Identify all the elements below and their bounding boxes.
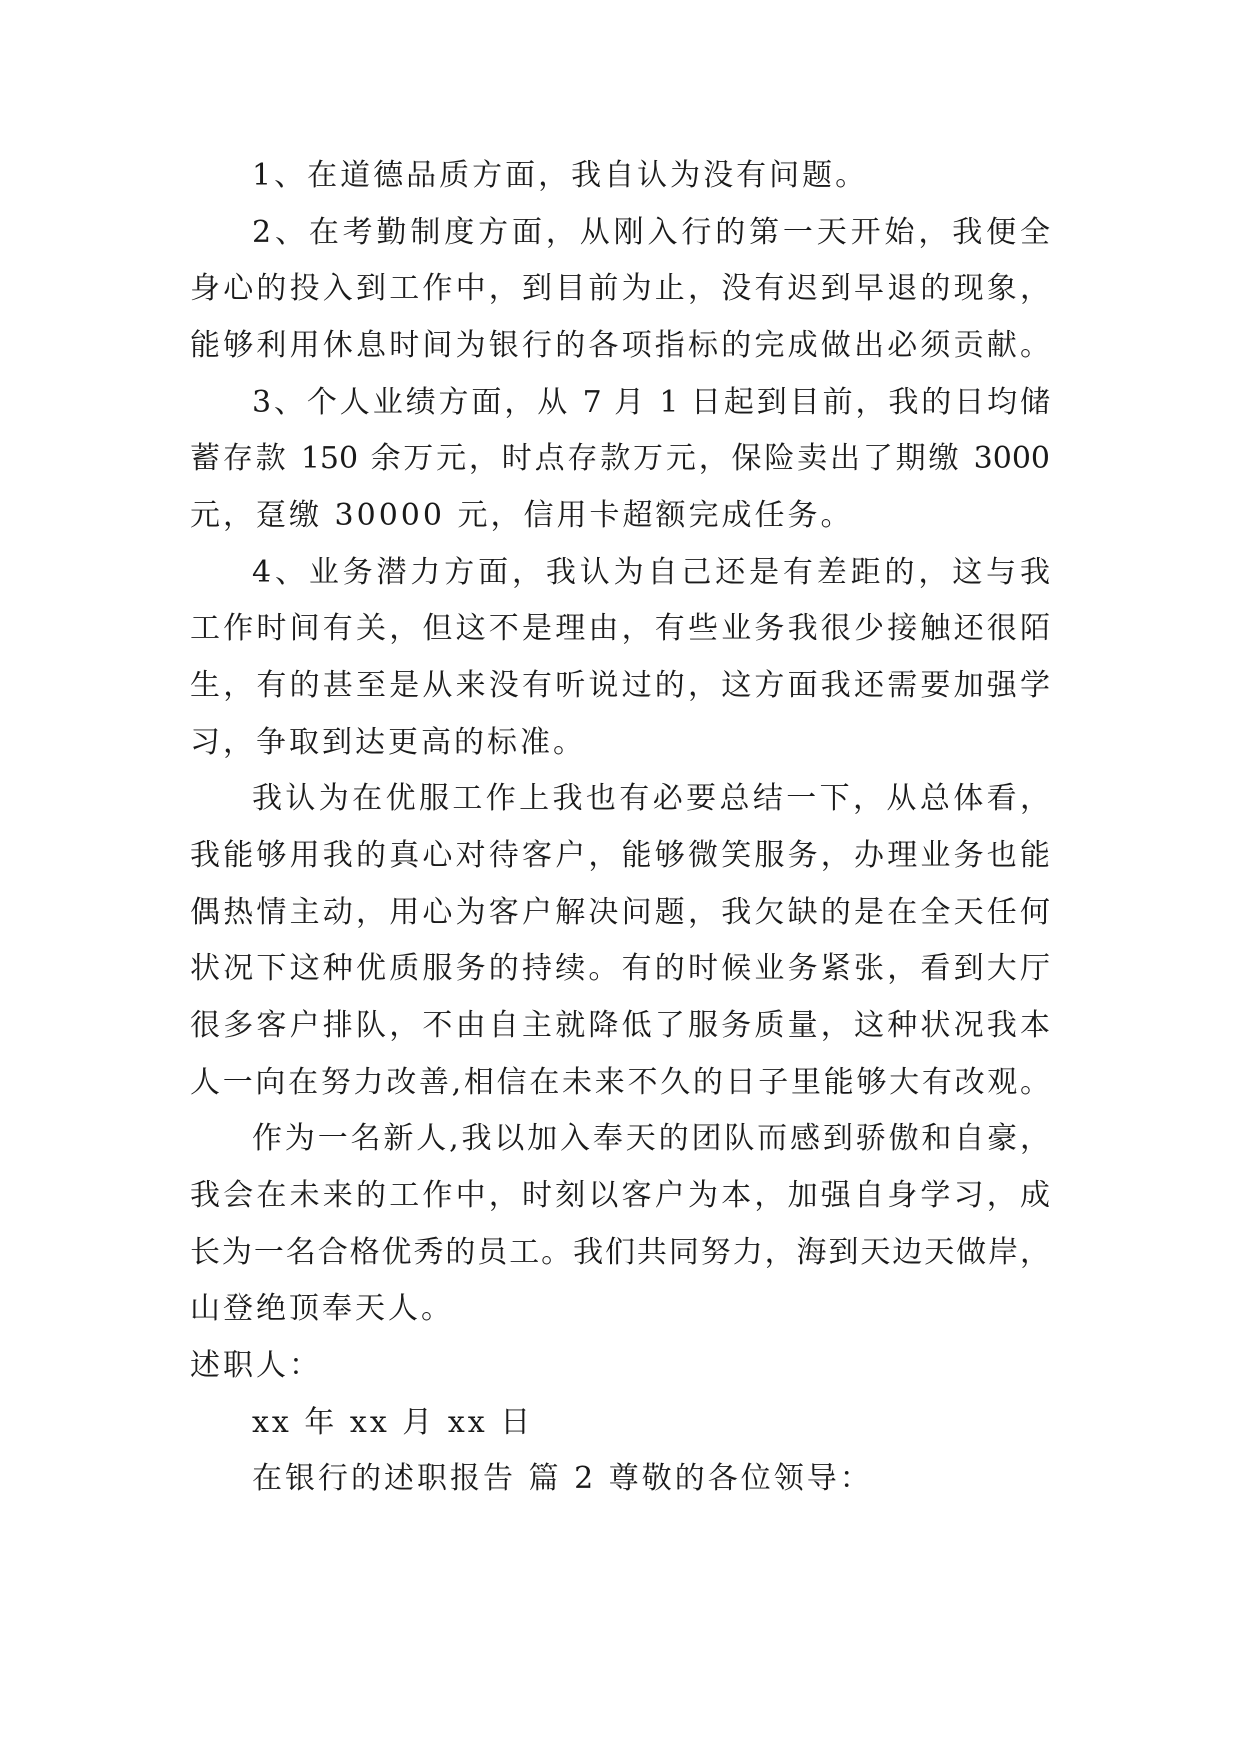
paragraph-5-line-6: 人一向在努力改善,相信在未来不久的日子里能够大有改观。 — [190, 1065, 1050, 1100]
paragraph-1-line-1: 1、在道德品质方面，我自认为没有问题。 — [252, 158, 869, 193]
paragraph-2-line-3: 能够利用休息时间为银行的各项指标的完成做出必须贡献。 — [190, 328, 1050, 363]
date-line: xx 年 xx 月 xx 日 — [252, 1405, 534, 1440]
paragraph-5-line-2: 我能够用我的真心对待客户，能够微笑服务，办理业务也能 — [190, 838, 1050, 873]
paragraph-2-line-2: 身心的投入到工作中，到目前为止，没有迟到早退的现象， — [190, 271, 1050, 306]
paragraph-5-line-4: 状况下这种优质服务的持续。有的时候业务紧张，看到大厅 — [190, 951, 1050, 986]
paragraph-5-line-3: 偶热情主动，用心为客户解决问题，我欠缺的是在全天任何 — [190, 895, 1050, 930]
paragraph-4-line-2: 工作时间有关，但这不是理由，有些业务我很少接触还很陌 — [190, 611, 1050, 646]
paragraph-2-line-1: 2、在考勤制度方面，从刚入行的第一天开始，我便全 — [252, 215, 1050, 250]
paragraph-3-line-3: 元，趸缴 30000 元，信用卡超额完成任务。 — [190, 498, 854, 533]
paragraph-3-line-2: 蓄存款 150 余万元，时点存款万元，保险卖出了期缴 3000 — [190, 441, 1050, 476]
paragraph-6-line-1: 作为一名新人,我以加入奉天的团队而感到骄傲和自豪， — [252, 1121, 1050, 1156]
reporter-label: 述职人： — [190, 1348, 322, 1383]
paragraph-6-line-4: 山登绝顶奉天人。 — [190, 1291, 454, 1326]
paragraph-4-line-1: 4、业务潜力方面，我认为自己还是有差距的，这与我 — [252, 555, 1050, 590]
paragraph-4-line-3: 生，有的甚至是从来没有听说过的，这方面我还需要加强学 — [190, 668, 1050, 703]
paragraph-5-line-1: 我认为在优服工作上我也有必要总结一下，从总体看， — [252, 781, 1050, 816]
paragraph-3-line-1: 3、个人业绩方面，从 7 月 1 日起到目前，我的日均储 — [252, 385, 1050, 420]
paragraph-6-line-3: 长为一名合格优秀的员工。我们共同努力，海到天边天做岸， — [190, 1235, 1050, 1270]
paragraph-5-line-5: 很多客户排队，不由自主就降低了服务质量，这种状况我本 — [190, 1008, 1050, 1043]
paragraph-4-line-4: 习，争取到达更高的标准。 — [190, 725, 586, 760]
next-report-heading: 在银行的述职报告 篇 2 尊敬的各位领导： — [252, 1461, 873, 1496]
paragraph-6-line-2: 我会在未来的工作中，时刻以客户为本，加强自身学习，成 — [190, 1178, 1050, 1213]
